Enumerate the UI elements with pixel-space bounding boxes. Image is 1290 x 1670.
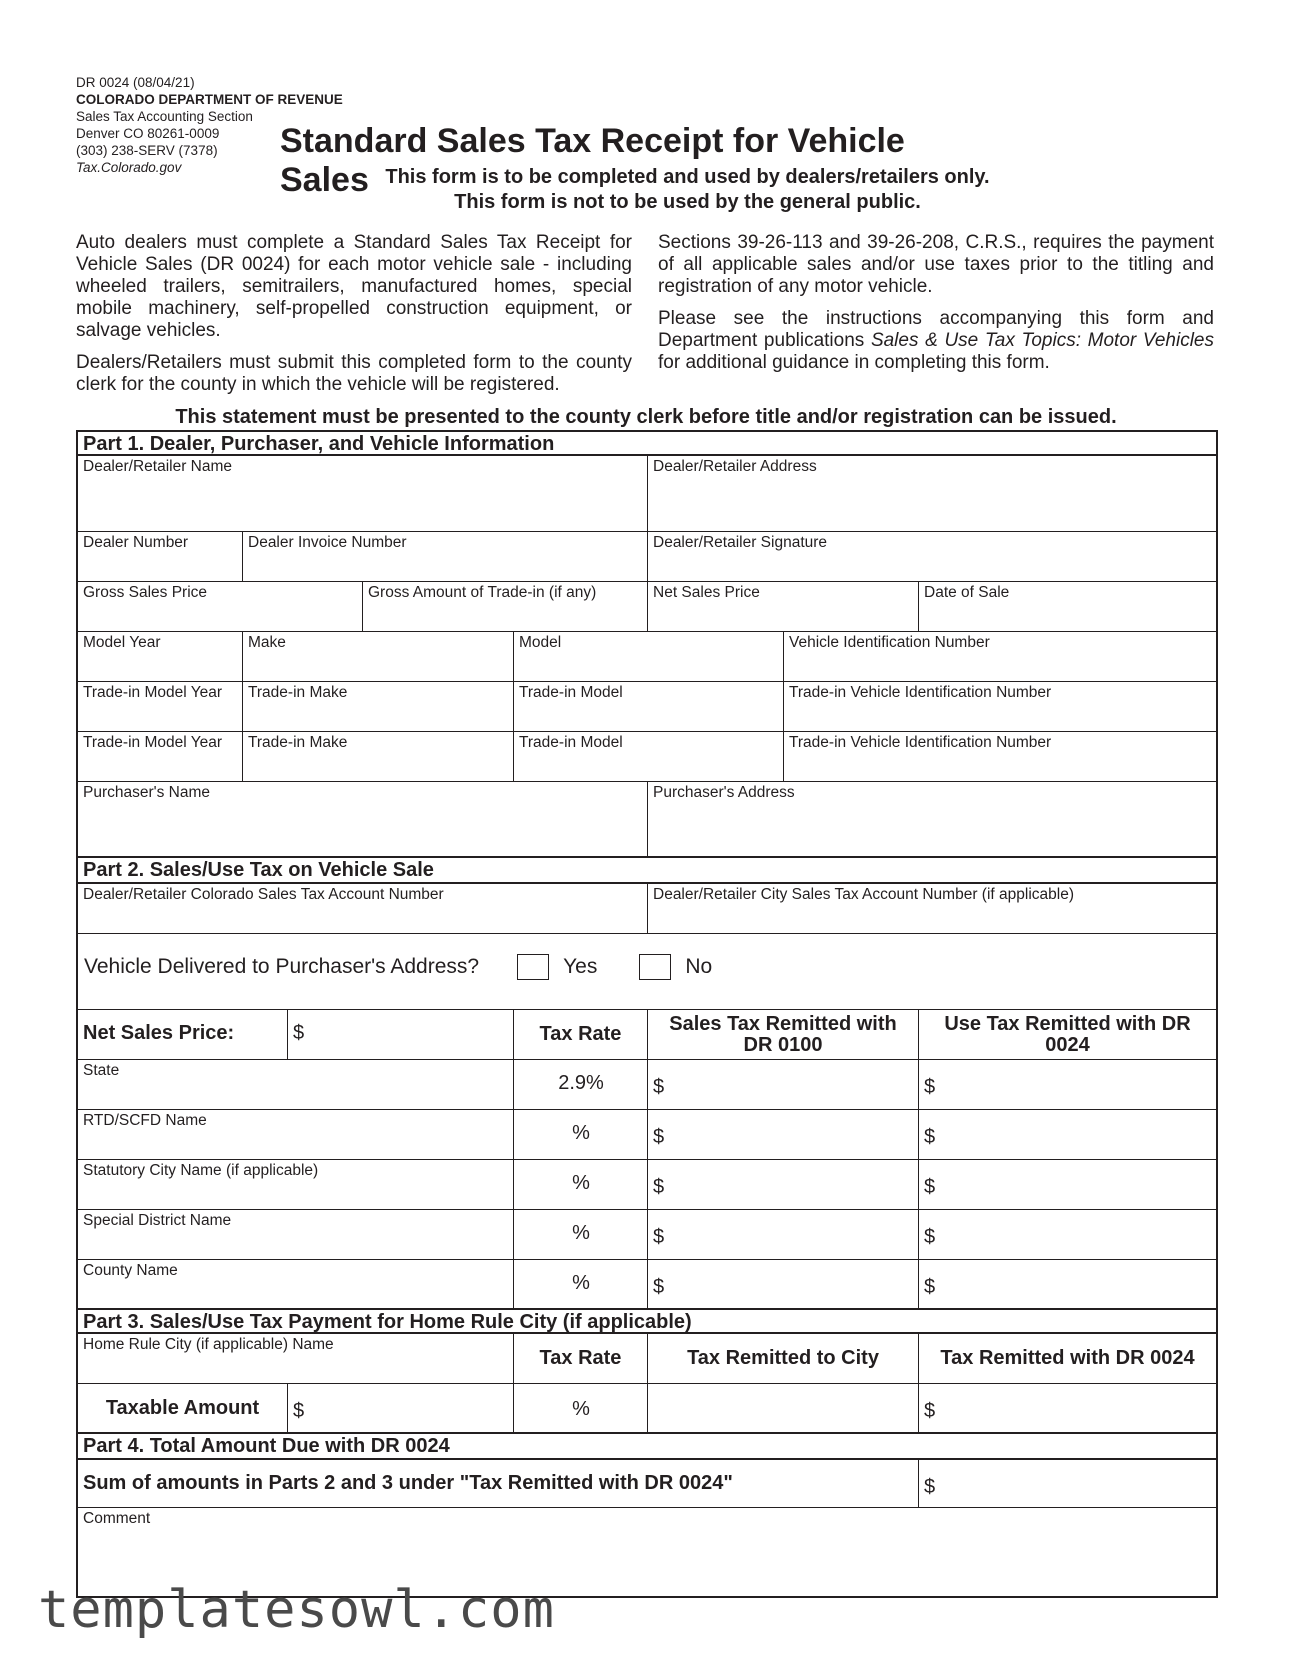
rate-value: % [572,1272,590,1294]
form-id: DR 0024 (08/04/21) [76,75,195,90]
tradein-vin-field-2[interactable]: Trade-in Vehicle Identification Number [784,732,1216,782]
model-year-field[interactable]: Model Year [78,632,243,682]
tradein-year-field[interactable]: Trade-in Model Year [78,682,243,732]
section-name: Sales Tax Accounting Section [76,109,253,124]
net-sales-price-field[interactable]: Net Sales Price [648,582,919,632]
currency-symbol: $ [653,1226,665,1248]
special-district-sales-tax-field[interactable] [648,1210,919,1260]
make-field[interactable]: Make [243,632,514,682]
county-use-tax-field[interactable] [919,1260,1216,1310]
tax-remitted-city-field[interactable] [648,1384,919,1434]
tradein-vin-field[interactable]: Trade-in Vehicle Identification Number [784,682,1216,732]
delivery-question: Vehicle Delivered to Purchaser's Address? [84,955,480,978]
gross-tradein-field[interactable]: Gross Amount of Trade-in (if any) [363,582,648,632]
currency-symbol: $ [924,1276,936,1298]
rate-value: % [572,1222,590,1244]
tradein-model-field-2[interactable]: Trade-in Model [514,732,784,782]
use-tax-remitted-header: Use Tax Remitted with DR 0024 [919,1010,1216,1060]
website-link[interactable]: Tax.Colorado.gov [76,160,182,175]
currency-symbol: $ [653,1076,665,1098]
no-label: No [685,955,713,978]
invoice-number-field[interactable]: Dealer Invoice Number [243,532,648,582]
tax-remitted-city-header: Tax Remitted to City [648,1334,919,1384]
delivery-question-group [84,954,712,980]
taxable-amount-field[interactable] [288,1384,514,1434]
date-of-sale-field[interactable]: Date of Sale [919,582,1216,632]
part4-heading: Part 4. Total Amount Due with DR 0024 [78,1434,1216,1460]
co-sales-tax-account-field[interactable]: Dealer/Retailer Colorado Sales Tax Account Number [78,884,648,934]
intro-right-column [658,232,1214,384]
currency-symbol: $ [924,1176,936,1198]
phone-line: (303) 238-SERV (7378) [76,143,218,158]
total-due-field[interactable] [919,1460,1216,1508]
currency-symbol: $ [924,1076,936,1098]
tradein-model-field[interactable]: Trade-in Model [514,682,784,732]
special-district-rate[interactable] [514,1210,648,1260]
currency-symbol: $ [924,1476,936,1498]
dealer-name-field[interactable]: Dealer/Retailer Name [78,456,648,532]
county-label[interactable]: County Name [78,1260,514,1310]
city-use-tax-field[interactable] [919,1160,1216,1210]
city-line: Denver CO 80261-0009 [76,126,220,141]
presentation-statement: This statement must be presented to the county clerk before title and/or registration can be issued. [175,406,1117,428]
gross-sales-price-field[interactable]: Gross Sales Price [78,582,363,632]
dealer-number-field[interactable]: Dealer Number [78,532,243,582]
rtd-rate[interactable] [514,1110,648,1160]
rtd-use-tax-field[interactable] [919,1110,1216,1160]
currency-symbol: $ [293,1400,305,1422]
taxable-amount-label: Taxable Amount [78,1384,288,1434]
yes-label: Yes [563,955,598,978]
department-name: COLORADO DEPARTMENT OF REVENUE [76,92,343,107]
watermark: templatesowl.com [38,1580,555,1640]
tradein-make-field[interactable]: Trade-in Make [243,682,514,732]
currency-symbol: $ [293,1022,305,1044]
dealer-signature-field[interactable]: Dealer/Retailer Signature [648,532,1216,582]
intro-paragraph: Sections 39-26-113 and 39-26-208, C.R.S., requires the payment of all applicable sales and/or use taxes prior to the titling and registration of any motor vehicle. [658,232,1214,297]
state-use-tax-field[interactable] [919,1060,1216,1110]
currency-symbol: $ [924,1400,936,1422]
model-field[interactable]: Model [514,632,784,682]
form-subtitle-dealers: This form is to be completed and used by dealers/retailers only. [385,166,990,188]
sales-tax-remitted-header: Sales Tax Remitted with DR 0100 [648,1010,919,1060]
intro-text: Please see the instructions accompanying this form and Department publications [658,308,1214,351]
sum-label: Sum of amounts in Parts 2 and 3 under "Tax Remitted with DR 0024" [78,1460,919,1508]
state-rate [514,1060,648,1110]
rate-value: 2.9% [558,1072,604,1094]
dealer-address-field[interactable]: Dealer/Retailer Address [648,456,1216,532]
yes-checkbox[interactable] [517,954,549,980]
tax-receipt-form [76,430,1218,1598]
rtd-label[interactable]: RTD/SCFD Name [78,1110,514,1160]
intro-paragraph [658,308,1214,374]
no-checkbox[interactable] [639,954,671,980]
home-rule-tax-rate-header: Tax Rate [514,1334,648,1384]
part2-heading: Part 2. Sales/Use Tax on Vehicle Sale [78,858,1216,884]
city-sales-tax-account-field[interactable]: Dealer/Retailer City Sales Tax Account Number (if applicable) [648,884,1216,934]
comment-field[interactable]: Comment [83,1510,151,1527]
form-title: Standard Sales Tax Receipt for Vehicle Sales [280,122,905,199]
part3-heading: Part 3. Sales/Use Tax Payment for Home Rule City (if applicable) [78,1310,1216,1334]
intro-text: for additional guidance in completing this form. [658,352,1050,373]
rtd-sales-tax-field[interactable] [648,1110,919,1160]
rate-value: % [572,1398,590,1420]
state-label: State [78,1060,514,1110]
currency-symbol: $ [653,1276,665,1298]
currency-symbol: $ [653,1126,665,1148]
home-rule-rate-field[interactable] [514,1384,648,1434]
intro-left-column [76,232,632,406]
currency-symbol: $ [924,1226,936,1248]
rate-value: % [572,1172,590,1194]
tax-remitted-dr-header: Tax Remitted with DR 0024 [919,1334,1216,1384]
part1-heading: Part 1. Dealer, Purchaser, and Vehicle Information [78,432,1216,456]
tax-remitted-dr-field[interactable] [919,1384,1216,1434]
tradein-year-field-2[interactable]: Trade-in Model Year [78,732,243,782]
intro-paragraph: Auto dealers must complete a Standard Sales Tax Receipt for Vehicle Sales (DR 0024) for each motor vehicle sale - including wheeled trailers, semitrailers, manufactured homes, special mobile machinery, self-propelled construction equipment, or salvage vehicles. [76,232,632,341]
form-subtitle-public: This form is not to be used by the general public. [454,191,921,213]
vin-field[interactable]: Vehicle Identification Number [784,632,1216,682]
city-sales-tax-field[interactable] [648,1160,919,1210]
currency-symbol: $ [924,1126,936,1148]
county-sales-tax-field[interactable] [648,1260,919,1310]
net-sales-price-label: Net Sales Price: [78,1010,288,1060]
tax-rate-header: Tax Rate [514,1010,648,1060]
city-label[interactable]: Statutory City Name (if applicable) [78,1160,514,1210]
purchaser-address-field[interactable]: Purchaser's Address [648,782,1216,858]
net-sales-price-amount[interactable] [288,1010,514,1060]
county-rate[interactable] [514,1260,648,1310]
city-rate[interactable] [514,1160,648,1210]
currency-symbol: $ [653,1176,665,1198]
rate-value: % [572,1122,590,1144]
special-district-label[interactable]: Special District Name [78,1210,514,1260]
publication-title: Sales & Use Tax Topics: Motor Vehicles [870,330,1214,351]
tradein-make-field-2[interactable]: Trade-in Make [243,732,514,782]
state-sales-tax-field[interactable] [648,1060,919,1110]
intro-paragraph: Dealers/Retailers must submit this completed form to the county clerk for the county in which the vehicle will be registered. [76,352,632,395]
purchaser-name-field[interactable]: Purchaser's Name [78,782,648,858]
special-district-use-tax-field[interactable] [919,1210,1216,1260]
home-rule-city-field[interactable]: Home Rule City (if applicable) Name [78,1334,514,1384]
